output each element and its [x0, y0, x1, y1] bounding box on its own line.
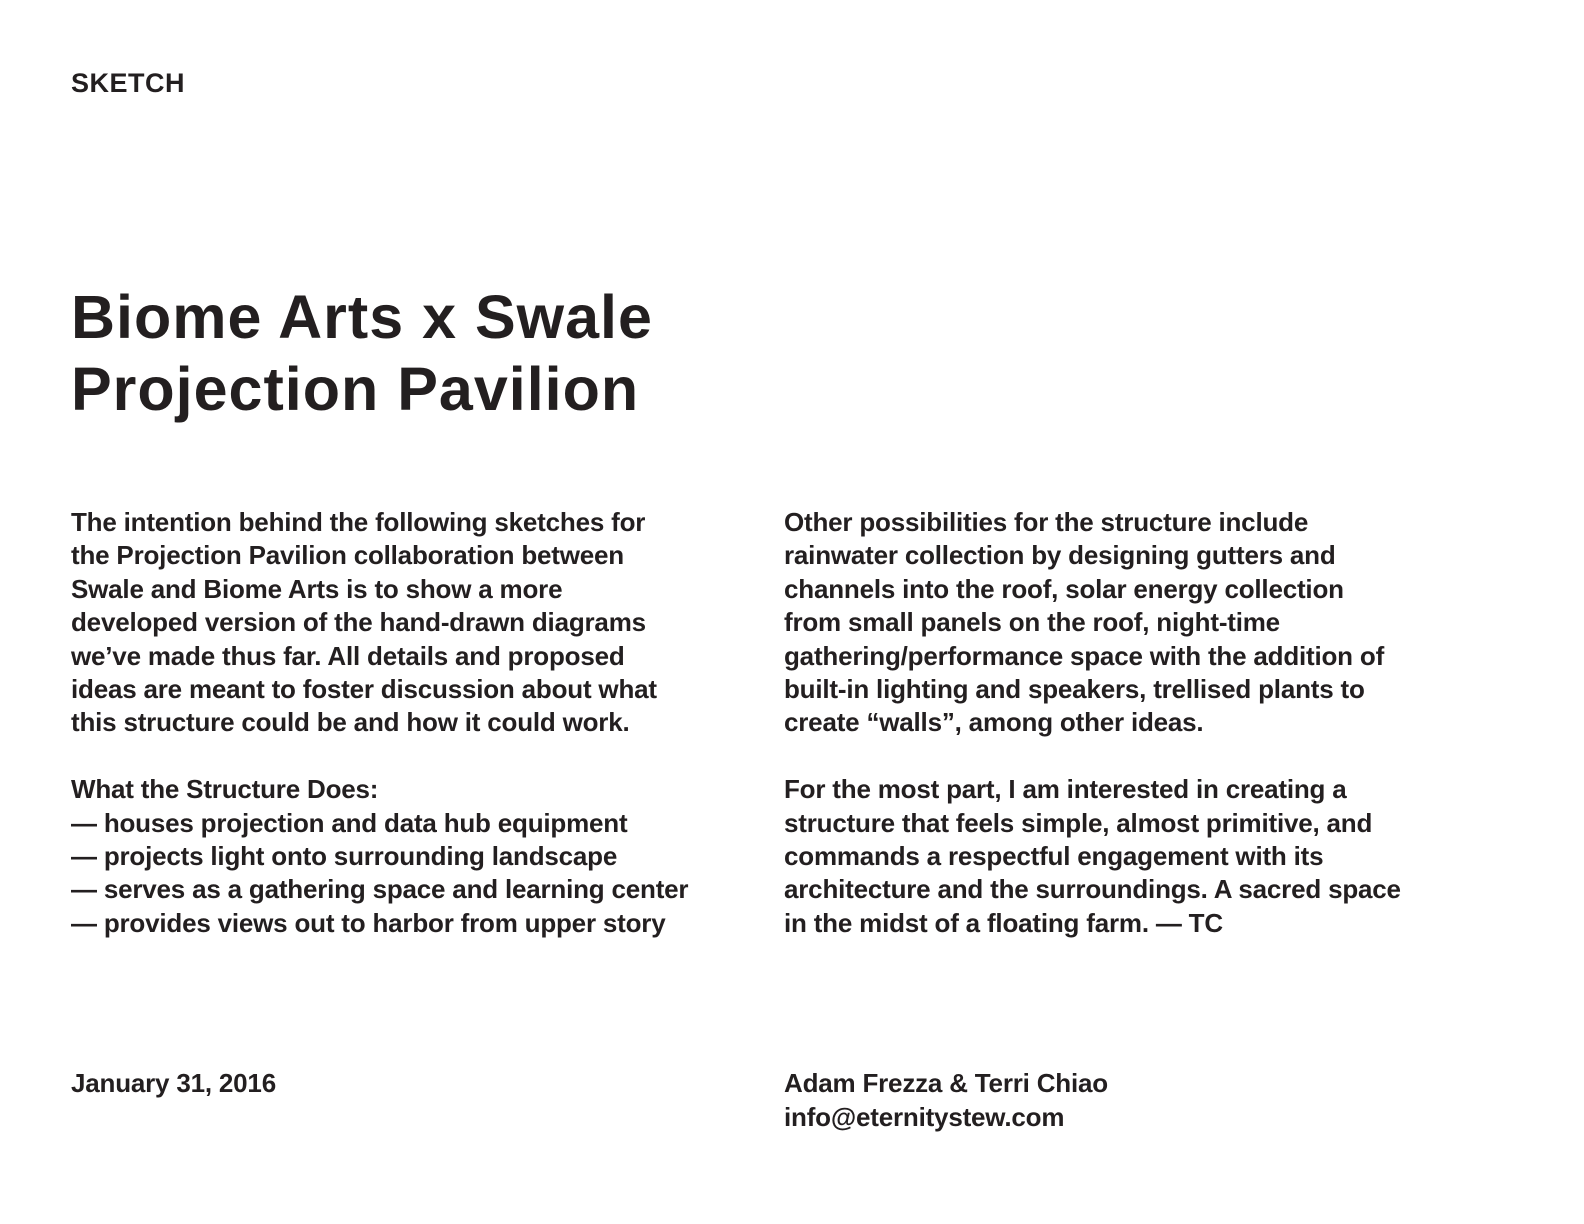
contact-email: info@eternitystew.com [784, 1102, 1065, 1132]
structure-list [71, 773, 761, 940]
text-line: this structure could be and how it could work. [71, 707, 630, 738]
text-line: commands a respectful engagement with its [784, 841, 1324, 872]
list-item: — provides views out to harbor from upper story [71, 907, 666, 938]
text-line: from small panels on the roof, night-time [784, 607, 1280, 638]
text-line: Swale and Biome Arts is to show a more [71, 573, 563, 604]
list-item: — houses projection and data hub equipment [71, 807, 628, 838]
text-line: ideas are meant to foster discussion about what [71, 674, 657, 705]
text-line: developed version of the hand-drawn diagrams [71, 607, 646, 638]
intent-paragraph [784, 773, 1504, 940]
text-line: For the most part, I am interested in creating a [784, 774, 1347, 805]
text-line: architecture and the surroundings. A sacred space [784, 874, 1401, 905]
text-line: rainwater collection by designing gutters and [784, 540, 1336, 571]
list-heading: What the Structure Does: [71, 774, 379, 805]
text-line: built-in lighting and speakers, trellised plants to [784, 674, 1365, 705]
page-title [71, 281, 653, 425]
text-line: The intention behind the following sketches for [71, 507, 646, 537]
authors: Adam Frezza & Terri Chiao [784, 1068, 1108, 1098]
text-line: we’ve made thus far. All details and proposed [71, 640, 625, 671]
text-line: in the midst of a floating farm. — TC [784, 907, 1223, 938]
section-label: SKETCH [71, 68, 186, 98]
text-line: create “walls”, among other ideas. [784, 707, 1204, 738]
text-line: gathering/performance space with the addition of [784, 640, 1385, 671]
intro-paragraph [71, 506, 761, 740]
date: January 31, 2016 [71, 1068, 276, 1098]
text-line: structure that feels simple, almost primitive, and [784, 807, 1373, 838]
possibilities-paragraph [784, 506, 1504, 740]
list-item: — projects light onto surrounding landscape [71, 841, 618, 872]
list-item: — serves as a gathering space and learning center [71, 874, 689, 905]
text-line: Other possibilities for the structure include [784, 507, 1309, 537]
footer-credits-block [784, 1066, 1108, 1134]
left-column [71, 506, 761, 940]
title-line-1: Biome Arts x Swale [71, 283, 653, 351]
text-line: the Projection Pavilion collaboration between [71, 540, 624, 571]
title-line-2: Projection Pavilion [71, 355, 640, 423]
right-column [784, 506, 1504, 940]
footer-date-block [71, 1066, 276, 1100]
text-line: channels into the roof, solar energy collection [784, 573, 1344, 604]
